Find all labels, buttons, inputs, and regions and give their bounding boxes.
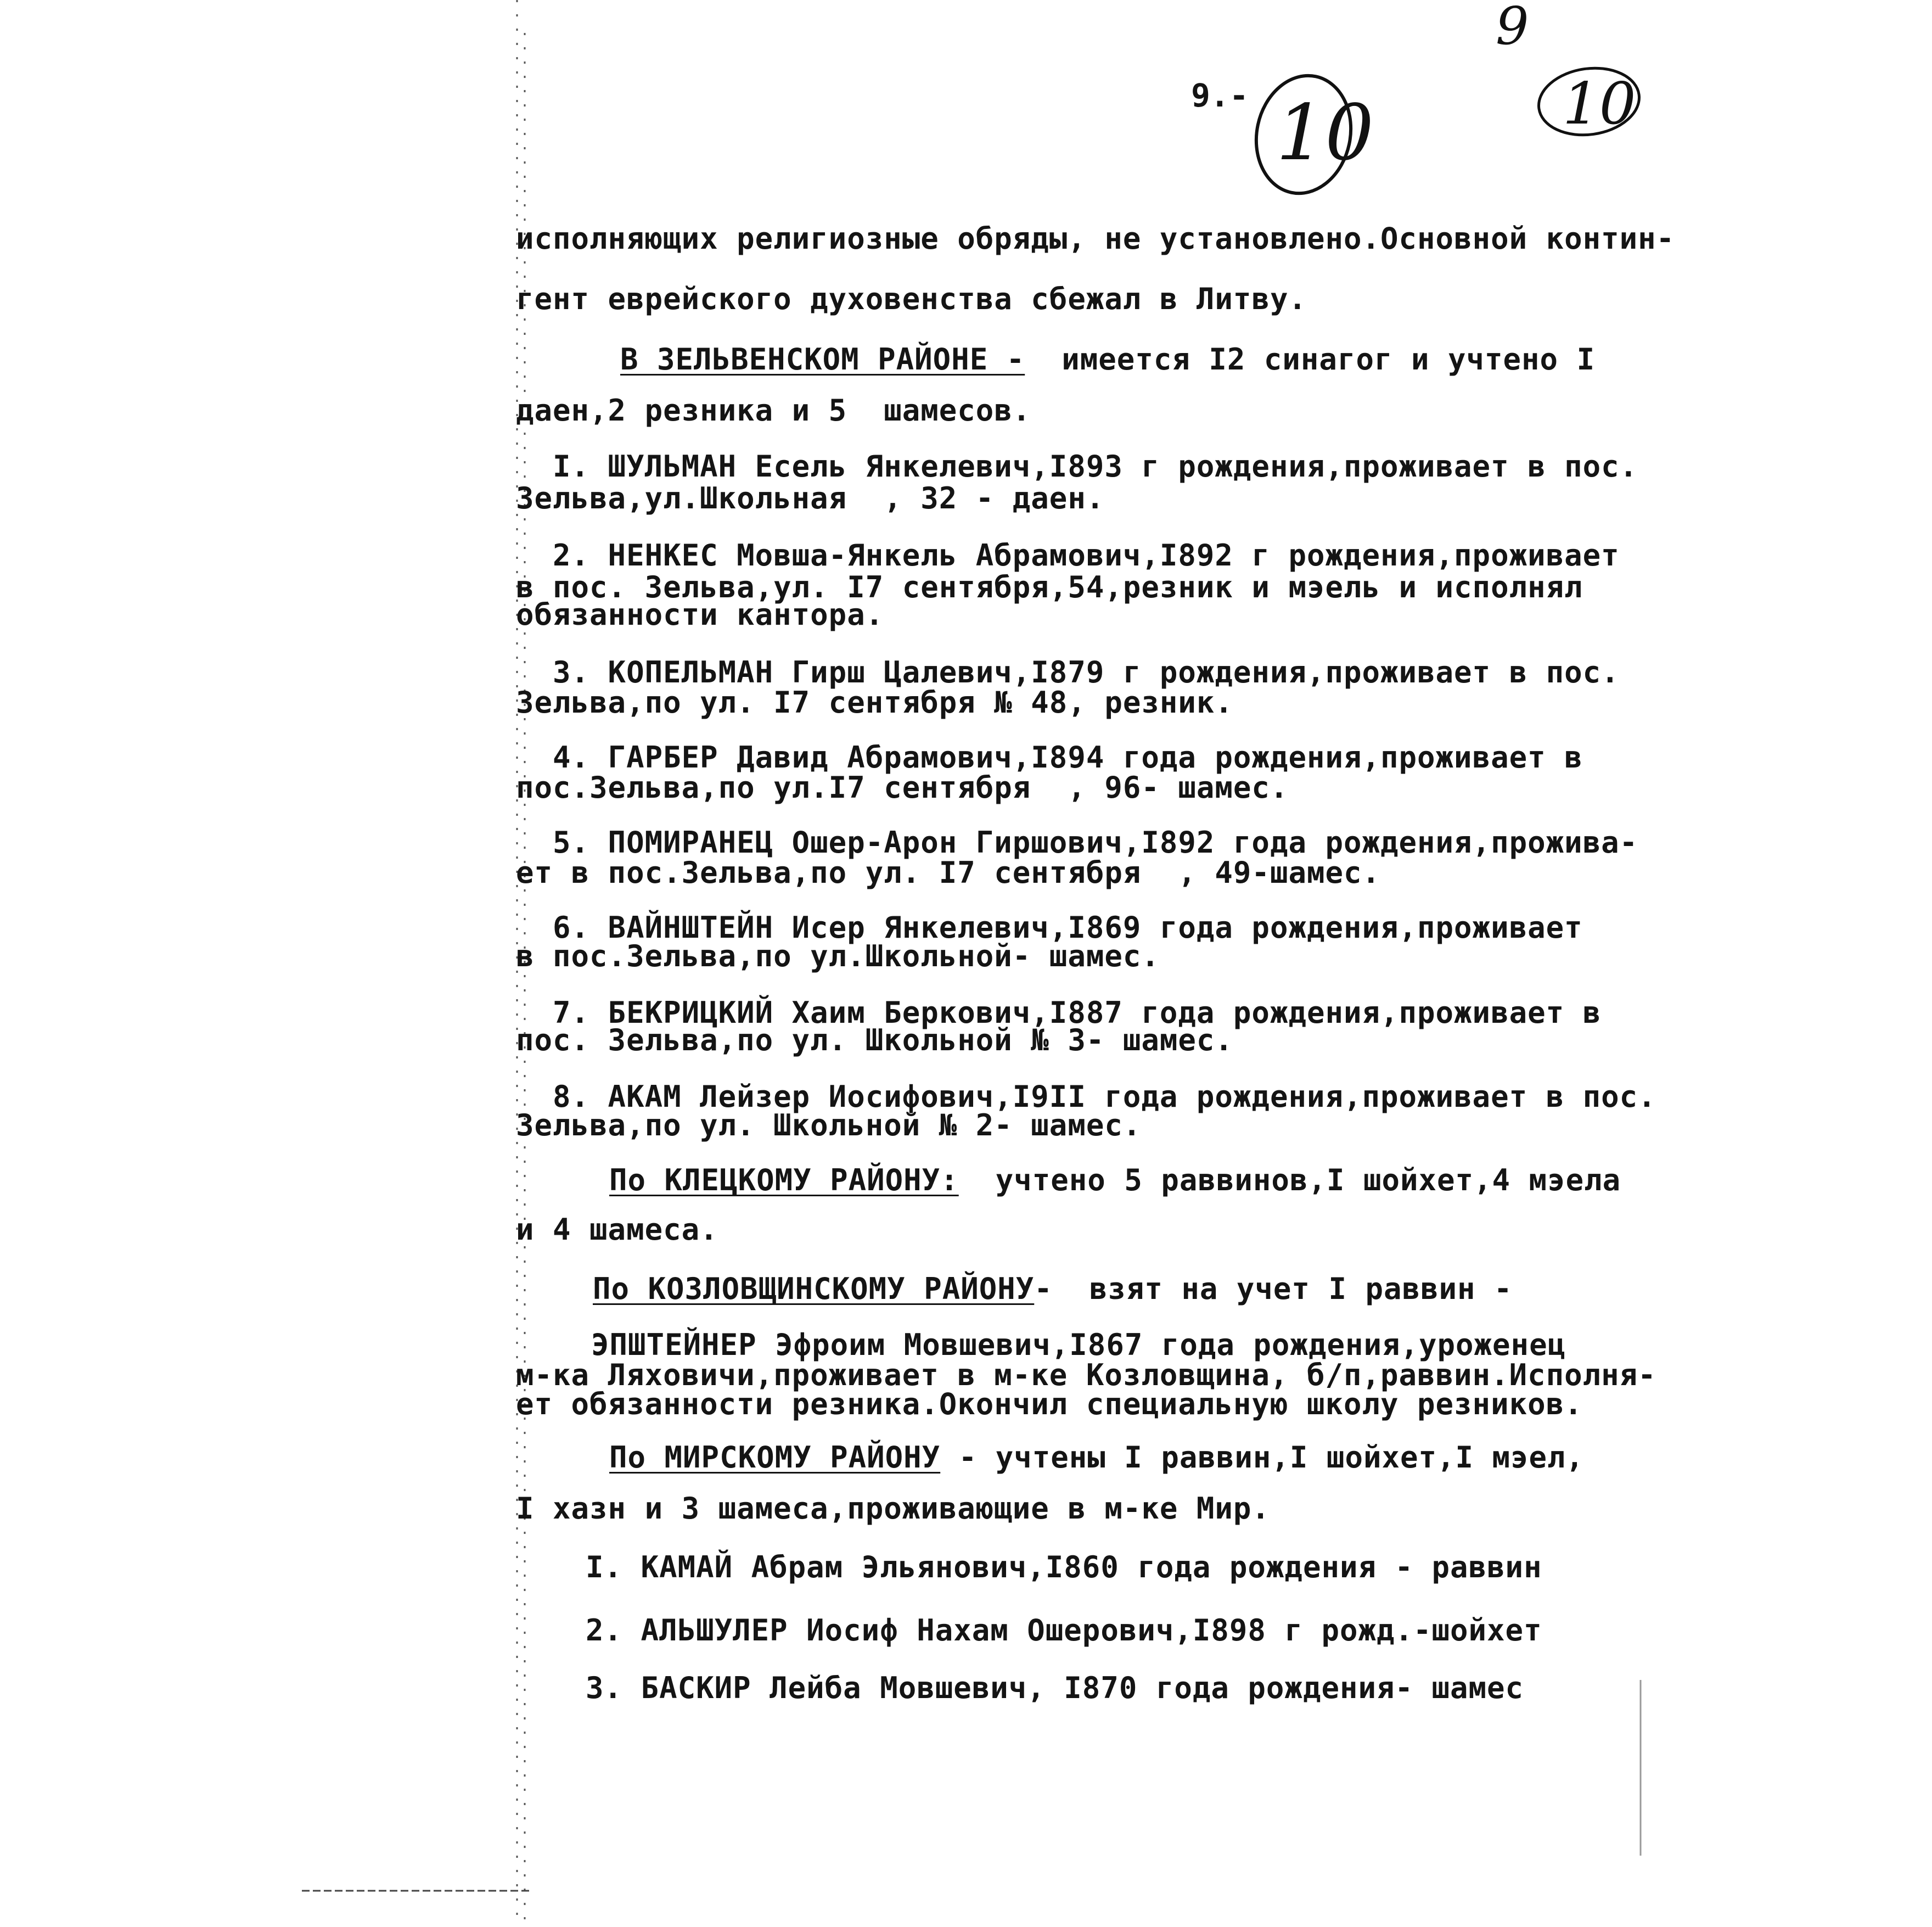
line-text: Зельва,по ул. I7 сентября № 48, резник.	[516, 685, 1233, 720]
section-heading-mir: По МИРСКОМУ РАЙОНУ	[609, 1440, 941, 1475]
text-line	[516, 1213, 718, 1246]
line-text: 8. АКАМ Лейзер Иосифович,I9II года рождения,проживает в пос.	[516, 1079, 1656, 1114]
text-line	[516, 482, 1104, 515]
line-text: Зельва,по ул. Школьной № 2- шамес.	[516, 1108, 1142, 1142]
text-line	[516, 1492, 1270, 1525]
line-text: пос. Зельва,по ул. Школьной № 3- шамес.	[516, 1023, 1233, 1057]
text-line	[516, 1109, 1141, 1142]
line-text: пос.Зельва,по ул.I7 сентября , 96- шамес.	[516, 770, 1289, 805]
text-line	[516, 856, 1380, 889]
line-text: имеется I2 синагог и учтено I	[1025, 342, 1596, 377]
line-text: в пос. Зельва,ул. I7 сентября,54,резник и мэель и исполнял	[516, 570, 1583, 604]
bottom-margin-artifact	[302, 1887, 532, 1894]
text-line	[516, 1024, 1233, 1057]
text-line	[609, 1164, 1621, 1197]
text-line	[516, 394, 1031, 427]
line-text: 3. КОПЕЛЬМАН Гирш Цалевич,I879 г рождения,проживает в пос.	[516, 655, 1620, 690]
handwritten-circled-number-left	[1246, 66, 1374, 200]
handwritten-number-right-text: 10	[1563, 70, 1636, 137]
line-text: ЭПШТЕЙНЕР Эфроим Мовшевич,I867 года рождения,уроженец	[554, 1327, 1566, 1362]
text-line	[516, 598, 884, 631]
line-text: даен,2 резника и 5 шамесов.	[516, 393, 1031, 428]
line-text: - взят на учет I раввин -	[1034, 1271, 1513, 1306]
text-line	[516, 539, 1620, 572]
line-text: исполняющих религиозные обряды, не установлено.Основной контин-	[516, 221, 1675, 256]
text-line	[516, 826, 1638, 859]
text-line	[554, 1329, 1566, 1362]
section-heading-kozlovshchina: По КОЗЛОВЩИНСКОМУ РАЙОНУ	[593, 1271, 1035, 1306]
text-line	[549, 1614, 1542, 1647]
line-text: гент еврейского духовенства сбежал в Литву.	[516, 282, 1307, 316]
handwritten-number-top-text: 9	[1496, 0, 1529, 57]
text-line	[516, 450, 1638, 483]
text-line	[516, 686, 1233, 719]
text-line	[516, 656, 1620, 689]
text-line	[549, 1551, 1542, 1584]
text-line	[516, 222, 1675, 255]
text-line	[516, 741, 1583, 774]
line-text: Зельва,ул.Школьная , 32 - даен.	[516, 481, 1105, 516]
line-text: ет в пос.Зельва,по ул. I7 сентября , 49-шамес.	[516, 855, 1381, 890]
section-heading-kletsk: По КЛЕЦКОМУ РАЙОНУ:	[609, 1163, 959, 1197]
line-text: учтено 5 раввинов,I шойхет,4 мэела	[958, 1163, 1621, 1197]
line-text: I. ШУЛЬМАН Есель Янкелевич,I893 г рождения,проживает в пос.	[516, 449, 1638, 484]
line-text: ет обязанности резника.Окончил специальную школу резников.	[516, 1387, 1583, 1421]
text-line	[516, 283, 1307, 316]
text-line	[516, 940, 1160, 973]
line-text: и 4 шамеса.	[516, 1212, 718, 1247]
line-text: 2. АЛЬШУЛЕР Иосиф Нахам Ошерович,I898 г рожд.-шойхет	[549, 1613, 1542, 1648]
line-text: 5. ПОМИРАНЕЦ Ошер-Арон Гиршович,I892 года рождения,прожива-	[516, 825, 1638, 860]
line-text: 2. НЕНКЕС Мовша-Янкель Абрамович,I892 г рождения,проживает	[516, 538, 1620, 573]
line-text: - учтены I раввин,I шойхет,I мэел,	[940, 1440, 1585, 1475]
line-text: I. КАМАЙ Абрам Эльянович,I860 года рождения - раввин	[549, 1550, 1542, 1584]
text-line	[549, 1672, 1524, 1705]
section-heading-zelva: В ЗЕЛЬВЕНСКОМ РАЙОНЕ -	[620, 342, 1025, 377]
page-number: 9.-	[1191, 77, 1249, 114]
text-line	[516, 1388, 1583, 1421]
text-line	[593, 1273, 1513, 1306]
line-text: 7. БЕКРИЦКИЙ Хаим Беркович,I887 года рождения,проживает в	[516, 995, 1602, 1030]
text-line	[516, 771, 1288, 804]
line-text: 6. ВАЙНШТЕЙН Исер Янкелевич,I869 года рождения,проживает	[516, 910, 1583, 945]
line-text: м-ка Ляховичи,проживает в м-ке Козловщина, б/п,раввин.Исполня-	[516, 1358, 1656, 1392]
handwritten-circled-number-right	[1534, 60, 1644, 145]
line-text: 3. БАСКИР Лейба Мовшевич, I870 года рождения- шамес	[549, 1671, 1524, 1705]
line-text: обязанности кантора.	[516, 597, 884, 632]
text-line	[620, 343, 1595, 376]
right-margin-artifact	[1638, 1680, 1644, 1856]
line-text: I хазн и 3 шамеса,проживающие в м-ке Мир.	[516, 1491, 1270, 1526]
line-text: 4. ГАРБЕР Давид Абрамович,I894 года рождения,проживает в	[516, 740, 1583, 775]
text-line	[609, 1441, 1584, 1474]
handwritten-number-top	[1493, 0, 1537, 57]
line-text: в пос.Зельва,по ул.Школьной- шамес.	[516, 939, 1160, 973]
handwritten-number-left-text: 10	[1276, 88, 1374, 178]
